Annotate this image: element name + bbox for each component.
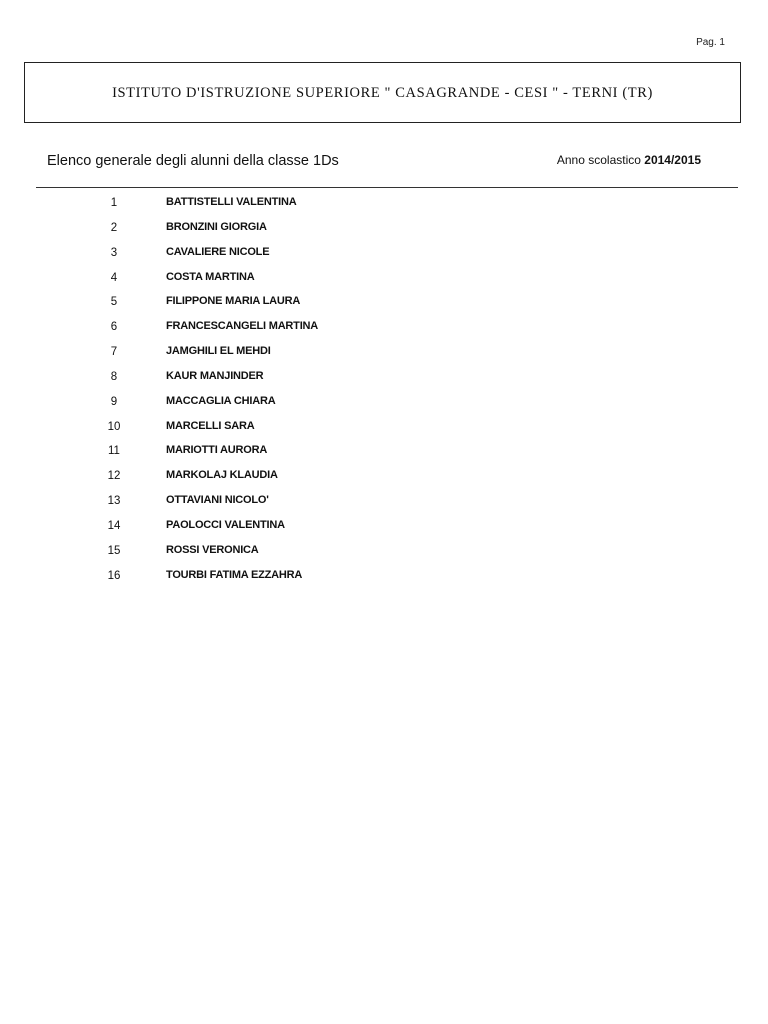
school-year: [557, 153, 701, 167]
student-name: JAMGHILI EL MEHDI: [166, 345, 271, 358]
student-row: [0, 245, 768, 270]
student-row: [0, 270, 768, 295]
student-row: [0, 344, 768, 369]
student-list: [0, 195, 768, 593]
student-row: [0, 319, 768, 344]
student-row: [0, 518, 768, 543]
student-name: ROSSI VERONICA: [166, 543, 259, 556]
student-row: [0, 543, 768, 568]
student-number: 5: [110, 296, 118, 309]
student-number: 7: [110, 346, 118, 359]
student-name: FILIPPONE MARIA LAURA: [166, 295, 301, 308]
student-name: MARKOLAJ KLAUDIA: [166, 469, 278, 482]
student-number: 16: [107, 569, 121, 582]
student-name: OTTAVIANI NICOLO': [166, 494, 269, 507]
student-row: [0, 195, 768, 220]
student-number: 2: [110, 221, 118, 234]
student-name: FRANCESCANGELI MARTINA: [166, 320, 319, 333]
student-name: MACCAGLIA CHIARA: [166, 394, 276, 407]
student-row: [0, 419, 768, 444]
student-name: PAOLOCCI VALENTINA: [166, 518, 285, 531]
student-name: KAUR MANJINDER: [166, 369, 264, 382]
student-name: BATTISTELLI VALENTINA: [166, 196, 297, 208]
student-row: [0, 443, 768, 468]
student-number: 9: [110, 395, 118, 408]
student-name: BRONZINI GIORGIA: [166, 220, 267, 233]
student-row: [0, 220, 768, 245]
student-row: [0, 468, 768, 493]
student-row: [0, 493, 768, 518]
student-number: 8: [110, 370, 118, 383]
student-row: [0, 394, 768, 419]
student-number: 11: [108, 445, 120, 458]
student-row: [0, 568, 768, 593]
page-number: Pag. 1: [696, 37, 725, 48]
school-year-label: Anno scolastico: [556, 153, 641, 167]
student-name: TOURBI FATIMA EZZAHRA: [166, 568, 303, 581]
title-divider: [36, 187, 738, 188]
student-row: [0, 294, 768, 319]
student-row: [0, 369, 768, 394]
student-number: 12: [107, 470, 121, 483]
student-name: MARCELLI SARA: [166, 419, 255, 432]
student-number: 14: [107, 519, 121, 532]
school-header-box: [24, 62, 741, 123]
list-title: Elenco generale degli alunni della classe 1Ds: [47, 153, 339, 169]
student-name: COSTA MARTINA: [166, 270, 255, 283]
student-number: 4: [110, 271, 118, 284]
student-number: 10: [107, 420, 121, 433]
student-number: 6: [110, 321, 118, 334]
student-name: MARIOTTI AURORA: [166, 444, 268, 457]
school-year-value: 2014/2015: [644, 153, 701, 167]
student-number: 13: [107, 495, 121, 508]
student-number: 15: [107, 544, 121, 557]
student-number: 1: [110, 197, 118, 209]
school-name: ISTITUTO D'ISTRUZIONE SUPERIORE " CASAGRANDE - CESI " - TERNI (TR): [112, 85, 653, 101]
student-number: 3: [110, 246, 118, 259]
student-name: CAVALIERE NICOLE: [166, 245, 270, 258]
